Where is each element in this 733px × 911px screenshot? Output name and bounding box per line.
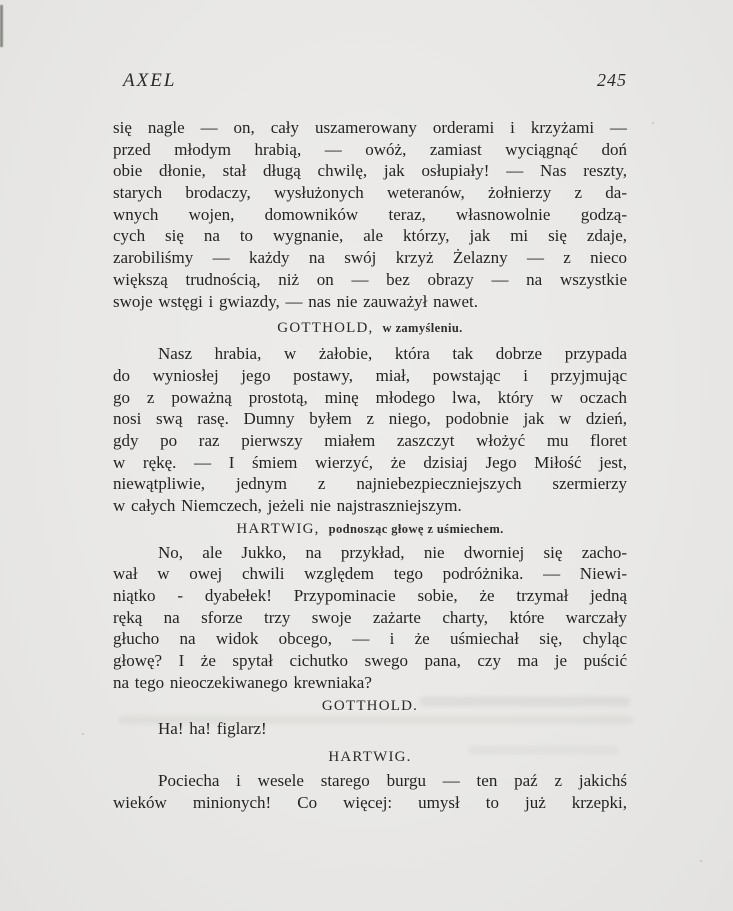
paper-speck <box>652 122 654 124</box>
speaker-name: GOTTHOLD. <box>321 697 419 714</box>
book-title: AXEL <box>123 70 177 91</box>
text-line: w rękę. — I śmiem wierzyć, że dzisiaj Jego Miłość jest, <box>113 452 627 472</box>
speaker-heading <box>113 696 627 716</box>
text-line: niewątpliwie, jednym z najniebezpieczniejszych szermierzy <box>113 474 627 494</box>
text-column <box>113 70 627 814</box>
text-line: na tego nieoczekiwanego krewniaka? <box>113 672 372 692</box>
text-line: wnych wojen, domowników teraz, własnowolnie godzą- <box>113 204 627 224</box>
speaker-name: GOTTHOLD, <box>277 320 374 337</box>
stage-direction: podnosząc głowę z uśmiechem. <box>328 521 504 536</box>
text-line: przed młodym hrabią, — owóż, zamiast wyciągnąć doń <box>113 139 627 159</box>
text-line: ręką na sforze trzy swoje zażarte charty, które warczały <box>113 607 627 627</box>
text-line: Ha! ha! figlarz! <box>158 718 267 738</box>
text-line: Pociecha i wesele starego burgu — ten paź z jakichś <box>158 771 627 791</box>
page-number: 245 <box>597 70 627 90</box>
text-line: cych się na to wygnanie, ale którzy, jak mi się zdaje, <box>113 226 627 246</box>
text-line: do wyniosłej jego postawy, miał, powstając i przyjmując <box>113 365 627 385</box>
text-line: wieków minionych! Co więcej: umysł to już krzepki, <box>113 792 627 812</box>
text-line: głucho na widok obcego, — i że uśmiechał się, chyląc <box>113 629 627 649</box>
dialogue-paragraph <box>113 542 627 694</box>
text-line: obie dłonie, stał długą chwilę, jak osłupiały! — Nas reszty, <box>113 161 627 181</box>
dialogue-paragraph <box>113 343 627 517</box>
text-line: głowę? I że spytał cichutko swego pana, czy ma je puścić <box>113 651 627 671</box>
paper-speck <box>700 860 702 862</box>
running-header <box>113 70 627 96</box>
text-line: swoje wstęgi i gwiazdy, — nas nie zauważył nawet. <box>113 291 478 311</box>
speaker-heading <box>113 519 627 539</box>
speaker-heading <box>113 747 627 767</box>
speaker-name: HARTWIG, <box>236 520 320 537</box>
text-line: No, ale Jukko, na przykład, nie dworniej się zacho- <box>158 542 627 562</box>
text-line: Nasz hrabia, w żałobie, która tak dobrze przypada <box>158 344 627 364</box>
text-line: starych brodaczy, wysłużonych weteranów, żołnierzy z da- <box>113 183 627 203</box>
text-line: zarobiliśmy — każdy na swój krzyż Żelazny — z nieco <box>113 248 627 268</box>
dialogue-paragraph <box>113 117 627 312</box>
text-line: wał w owej chwili względem tego podróżnika. — Niewi- <box>113 564 627 584</box>
stage-direction: w zamyśleniu. <box>382 321 463 336</box>
dialogue-paragraph <box>113 770 627 813</box>
dialogue-paragraph <box>113 718 627 740</box>
text-line: gdy po raz pierwszy miałem zaszczyt włożyć mu floret <box>113 430 627 450</box>
speaker-name: HARTWIG. <box>328 749 412 766</box>
text-line: w całych Niemczech, jeżeli nie najstraszniejszym. <box>113 496 462 515</box>
text-line: go z poważną prostotą, minę młodego lwa, który w oczach <box>113 387 627 407</box>
speaker-heading <box>113 318 627 338</box>
paper-speck <box>82 733 84 735</box>
text-line: niątko - dyabełek! Przypominacie sobie, że trzymał jedną <box>113 586 627 606</box>
text-line: większą trudnością, niż on — bez obrazy — na wszystkie <box>113 269 627 289</box>
text-line: się nagle — on, cały uszamerowany orderami i krzyżami — <box>113 118 627 137</box>
scan-edge-artifact <box>0 5 3 47</box>
text-line: nosi swą rasę. Dumny byłem z niego, podobnie jak w dzień, <box>113 409 627 429</box>
